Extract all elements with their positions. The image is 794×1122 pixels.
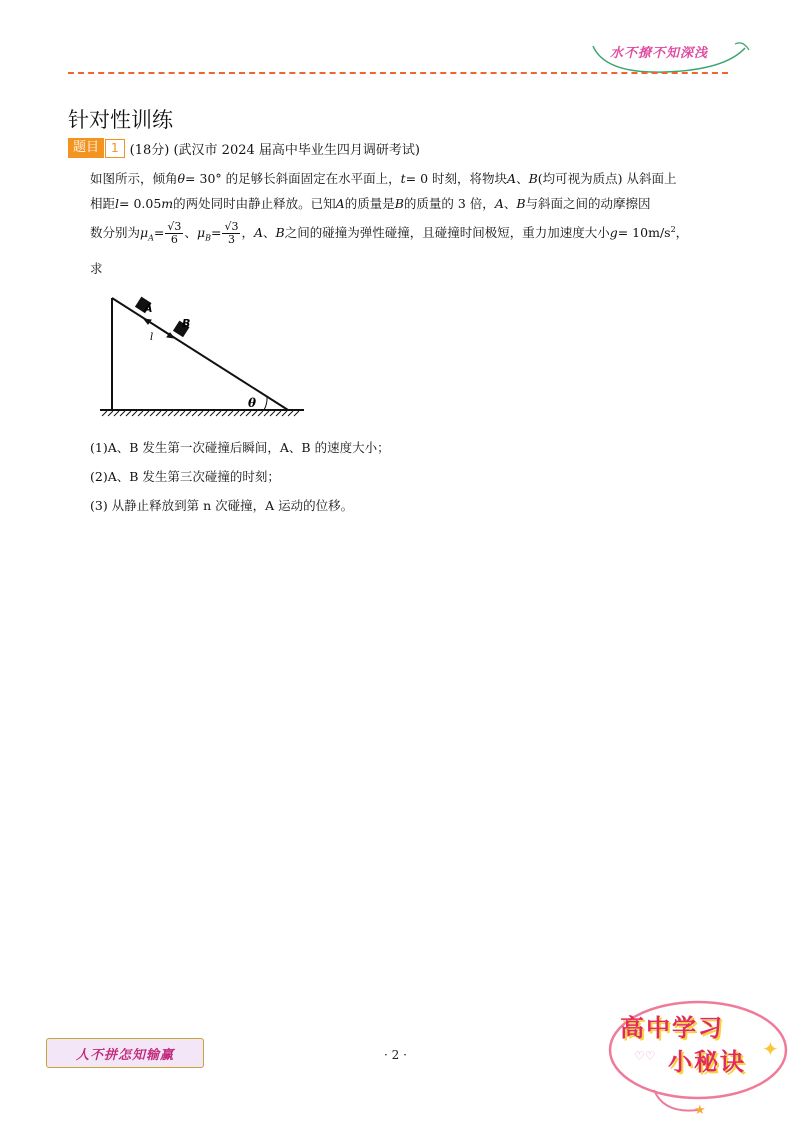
star-icon: ★ [694, 1103, 706, 1118]
var-B: B [516, 196, 526, 211]
question-2: (2)A、B 发生第三次碰撞的时刻； [90, 469, 280, 484]
var-A: A [335, 196, 345, 211]
angle-arc [264, 397, 267, 410]
var-theta: θ [177, 171, 186, 186]
text: = 0.05 [119, 196, 162, 211]
problem-line-1 [90, 169, 677, 189]
var-A: A [507, 171, 517, 186]
text: = 10m/s [617, 225, 671, 241]
header-divider [68, 72, 728, 74]
subscript-B: B [205, 233, 211, 243]
text: 的质量的 3 倍， [403, 196, 495, 211]
var-g: g [609, 225, 618, 241]
fraction-muB [222, 221, 240, 246]
label-l: l [150, 332, 154, 343]
problem-header [68, 138, 420, 158]
text: = [210, 225, 222, 241]
problem-source: (18分) (武汉市 2024 届高中毕业生四月调研考试) [129, 142, 420, 158]
text: 数分别为 [90, 225, 141, 241]
var-mu: μ [196, 225, 206, 241]
problem-line-4: 求 [90, 261, 103, 276]
superscript: 2 [670, 225, 676, 234]
text: 、 [503, 196, 517, 211]
distance-arrow-l [144, 319, 174, 338]
page-number: · 2 · [384, 1048, 407, 1062]
fraction-muA [165, 221, 183, 246]
var-A: A [494, 196, 504, 211]
badge-title-line-1: 高中学习 [620, 1014, 724, 1042]
text: 相距 [90, 196, 116, 211]
question-3: (3) 从静止释放到第 n 次碰撞，A 运动的位移。 [90, 498, 354, 513]
text: 、 [516, 171, 529, 186]
subscript-A: A [148, 233, 154, 243]
var-l: l [115, 196, 120, 211]
text: 、 [263, 225, 276, 241]
label-A: A [144, 302, 153, 315]
section-title: 针对性训练 [68, 108, 173, 132]
fraction-numerator: √3 [224, 220, 239, 234]
text: ， [675, 225, 689, 241]
text: (均可视为质点) 从斜面上 [537, 171, 677, 186]
fraction-denominator: 6 [170, 233, 178, 247]
var-B: B [394, 196, 404, 211]
unit-m: m [161, 196, 174, 211]
footer-motto: 人不拼怎知输赢 [46, 1038, 204, 1068]
text: ， [241, 225, 254, 241]
incline-surface [112, 298, 288, 410]
problem-tag-number: 1 [105, 139, 125, 158]
ground-hatching [102, 411, 299, 416]
text: = 30° 的足够长斜面固定在水平面上， [185, 171, 401, 186]
heart-icon: ♡♡ [634, 1049, 656, 1063]
problem-line-3 [90, 220, 688, 249]
text: 与斜面之间的动摩擦因 [525, 196, 651, 211]
fraction-numerator: √3 [167, 220, 182, 234]
text: = [153, 225, 165, 241]
label-B: B [182, 317, 191, 330]
text: 如图所示，倾角 [90, 171, 178, 186]
var-mu: μ [140, 225, 149, 241]
text: 、 [184, 225, 197, 241]
incline-figure [96, 290, 311, 422]
sparkle-icon: ✦ [762, 1037, 779, 1061]
text: 的质量是 [344, 196, 395, 211]
question-1: (1)A、B 发生第一次碰撞后瞬间，A、B 的速度大小； [90, 440, 390, 455]
var-B: B [528, 171, 538, 186]
text: 之间的碰撞为弹性碰撞，且碰撞时间极短，重力加速度大小 [284, 225, 610, 241]
header-motto: 水不撩不知深浅 [610, 46, 709, 61]
var-A: A [253, 225, 263, 241]
var-t: t [400, 171, 406, 186]
text: = 0 时刻，将物块 [405, 171, 508, 186]
var-B: B [275, 225, 285, 241]
problem-tag-label: 题目 [68, 138, 104, 158]
text: 的两处同时由静止释放。已知 [173, 196, 336, 211]
fraction-denominator: 3 [227, 233, 235, 247]
problem-line-2 [90, 194, 651, 214]
badge-title-line-2: 小秘诀 [668, 1048, 746, 1076]
label-theta: θ [248, 396, 257, 410]
